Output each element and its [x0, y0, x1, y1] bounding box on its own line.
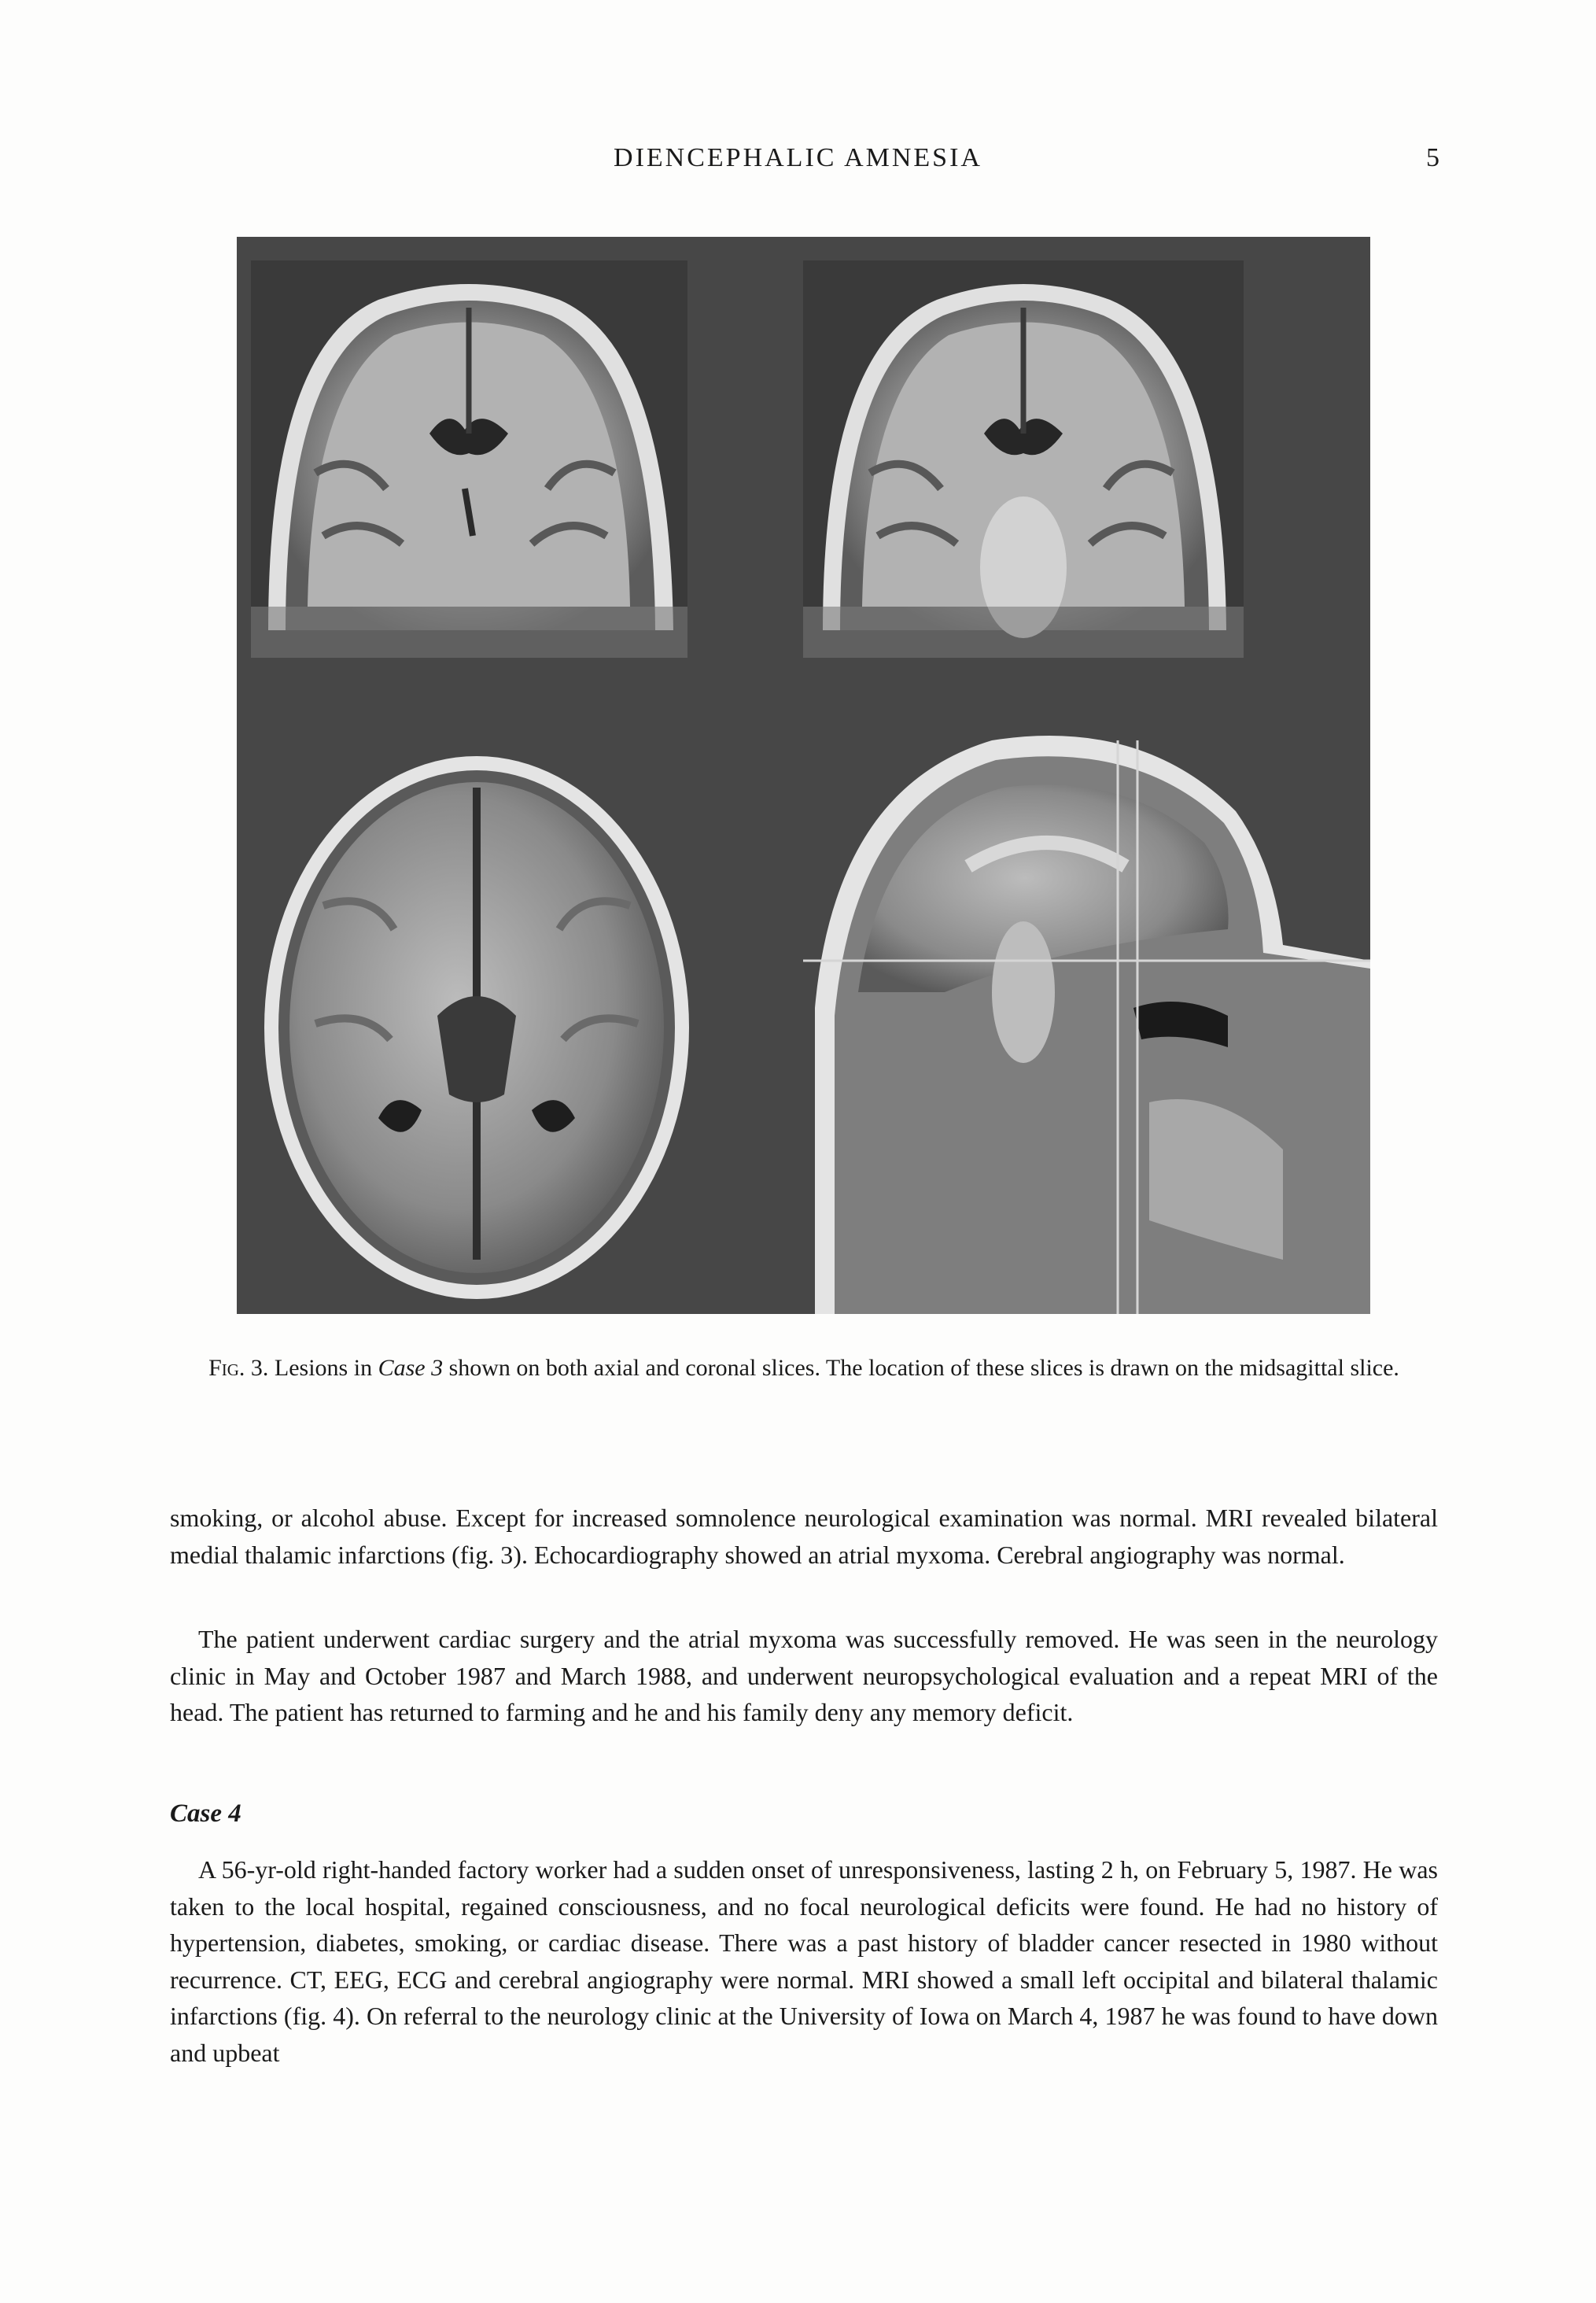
caption-case-ref: Case 3: [378, 1355, 444, 1381]
section-heading-case-4: Case 4: [170, 1799, 241, 1828]
paragraph-2: The patient underwent cardiac surgery and the atrial myxoma was successfully removed. He was seen in the neurology clinic in May and October 1987 and March 1988, and underwent neuropsychological evaluation and a repeat MRI of the head. The patient has returned to farming and he and his family deny any memory deficit.: [170, 1625, 1438, 1726]
figure-caption: [170, 1352, 1438, 1385]
coronal-slice-left: [251, 260, 687, 658]
page-number: 5: [1426, 143, 1439, 172]
coronal-slice-right: [803, 260, 1244, 658]
running-head: DIENCEPHALIC AMNESIA: [614, 143, 982, 172]
figure-label: Fig. 3.: [208, 1355, 269, 1381]
axial-slice: [264, 756, 689, 1299]
paragraph-1: smoking, or alcohol abuse. Except for increased somnolence neurological examination was normal. MRI revealed bilateral medial thalamic infarctions (fig. 3). Echocardiography showed an atrial myxoma. Cerebral angiography was normal.: [170, 1504, 1438, 1569]
caption-text-part2: shown on both axial and coronal slices. The location of these slices is drawn on the midsagittal slice.: [443, 1355, 1399, 1381]
mri-figure-image: [237, 237, 1370, 1314]
mri-figure: [237, 237, 1370, 1314]
caption-text-part1: Lesions in: [274, 1355, 378, 1381]
paragraph-case-4: A 56-yr-old right-handed factory worker had a sudden onset of unresponsiveness, lasting 2 h, on February 5, 1987. He was taken to the local hospital, regained consciousness, and no focal neurological deficits were found. He had no history of hypertension, diabetes, smoking, or cardiac disease. There was a past history of bladder cancer resected in 1980 without recurrence. CT, EEG, ECG and cerebral angiography were normal. MRI showed a small left occipital and bilateral thalamic infarctions (fig. 4). On referral to the neurology clinic at the University of Iowa on March 4, 1987 he was found to have down and upbeat: [170, 1855, 1438, 2067]
